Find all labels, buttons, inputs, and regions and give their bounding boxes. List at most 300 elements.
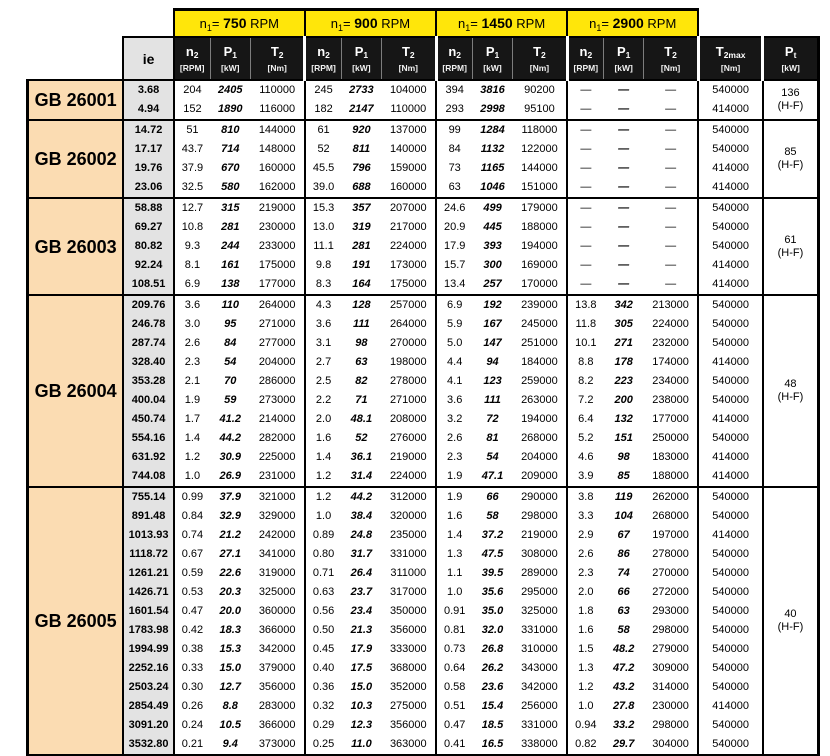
table-row <box>28 507 819 526</box>
ie-value: 19.76 <box>123 159 173 178</box>
cell-t2: 213000 <box>644 295 698 315</box>
table-row <box>28 448 819 467</box>
t2-column-header: T2 [Nm] <box>513 37 567 80</box>
cell-n2: 52 <box>305 140 341 159</box>
table-row <box>28 526 819 545</box>
gearbox-spec-table <box>26 8 820 756</box>
cell-t2: 333000 <box>382 640 436 659</box>
cell-t2: 356000 <box>382 716 436 735</box>
cell-p1: — <box>603 140 643 159</box>
table-row <box>28 467 819 487</box>
cell-t2: — <box>644 198 698 218</box>
cell-t2: 250000 <box>644 429 698 448</box>
cell-t2: 224000 <box>382 467 436 487</box>
cell-t2: 160000 <box>382 178 436 198</box>
cell-n2: 1.0 <box>305 507 341 526</box>
cell-n2: 0.67 <box>174 545 210 564</box>
cell-p1: 21.2 <box>210 526 250 545</box>
cell-n2: 0.38 <box>174 640 210 659</box>
cell-p1: 36.1 <box>341 448 381 467</box>
cell-t2: 198000 <box>382 353 436 372</box>
cell-n2: 2.0 <box>305 410 341 429</box>
cell-n2: 51 <box>174 120 210 140</box>
ie-value: 1013.93 <box>123 526 173 545</box>
cell-p1: 32.0 <box>472 621 512 640</box>
cell-t2: 224000 <box>382 237 436 256</box>
table-row <box>28 640 819 659</box>
cell-t2: 270000 <box>382 334 436 353</box>
table-row <box>28 315 819 334</box>
cell-p1: 499 <box>472 198 512 218</box>
cell-t2: 170000 <box>513 275 567 295</box>
cell-n2: 0.71 <box>305 564 341 583</box>
cell-n2: 1.3 <box>436 545 472 564</box>
cell-p1: 23.6 <box>472 678 512 697</box>
cell-p1: 9.4 <box>210 735 250 756</box>
cell-p1: 37.2 <box>472 526 512 545</box>
table-row <box>28 295 819 315</box>
cell-n2: 2.3 <box>567 564 603 583</box>
n2-column-header: n2 [RPM] <box>436 37 472 80</box>
cell-n2: 6.9 <box>436 295 472 315</box>
cell-p1: — <box>603 237 643 256</box>
cell-p1: 48.1 <box>341 410 381 429</box>
cell-p1: 44.2 <box>210 429 250 448</box>
cell-p1: 66 <box>472 487 512 507</box>
cell-n2: 84 <box>436 140 472 159</box>
cell-p1: 63 <box>341 353 381 372</box>
cell-t2: 224000 <box>644 315 698 334</box>
cell-p1: 41.2 <box>210 410 250 429</box>
cell-p1: 31.4 <box>341 467 381 487</box>
cell-t2: 238000 <box>644 391 698 410</box>
corner-cell <box>28 37 124 80</box>
pt-value: 85 (H-F) <box>763 120 819 198</box>
cell-t2max: 540000 <box>698 659 763 678</box>
cell-p1: 147 <box>472 334 512 353</box>
cell-n2: 0.30 <box>174 678 210 697</box>
cell-t2: 293000 <box>644 602 698 621</box>
cell-n2: 0.63 <box>305 583 341 602</box>
cell-p1: 123 <box>472 372 512 391</box>
cell-n2: — <box>567 256 603 275</box>
cell-t2: 194000 <box>513 237 567 256</box>
table-row <box>28 80 819 100</box>
table-row <box>28 487 819 507</box>
cell-n2: 43.7 <box>174 140 210 159</box>
cell-p1: 178 <box>603 353 643 372</box>
cell-p1: — <box>603 159 643 178</box>
cell-t2: 320000 <box>382 507 436 526</box>
cell-t2: 144000 <box>250 120 304 140</box>
cell-n2: 0.84 <box>174 507 210 526</box>
cell-t2: 137000 <box>382 120 436 140</box>
cell-p1: 35.6 <box>472 583 512 602</box>
cell-p1: 2147 <box>341 100 381 120</box>
corner-cell <box>28 10 174 38</box>
cell-p1: 670 <box>210 159 250 178</box>
cell-t2: 214000 <box>250 410 304 429</box>
cell-n2: 0.32 <box>305 697 341 716</box>
cell-t2max: 540000 <box>698 735 763 756</box>
cell-p1: 21.3 <box>341 621 381 640</box>
cell-n2: 1.2 <box>305 467 341 487</box>
cell-t2max: 540000 <box>698 80 763 100</box>
cell-p1: 688 <box>341 178 381 198</box>
cell-p1: 8.8 <box>210 697 250 716</box>
cell-p1: 31.7 <box>341 545 381 564</box>
cell-n2: 4.4 <box>436 353 472 372</box>
cell-n2: 0.33 <box>174 659 210 678</box>
cell-t2max: 540000 <box>698 507 763 526</box>
model-label: GB 26004 <box>28 295 124 487</box>
column-header-row <box>28 37 819 80</box>
ie-value: 69.27 <box>123 218 173 237</box>
n1-subscript: 1 <box>465 22 471 33</box>
cell-t2max: 414000 <box>698 178 763 198</box>
cell-t2: 360000 <box>250 602 304 621</box>
cell-p1: 580 <box>210 178 250 198</box>
cell-n2: 13.4 <box>436 275 472 295</box>
cell-t2max: 414000 <box>698 256 763 275</box>
cell-p1: 11.0 <box>341 735 381 756</box>
cell-p1: 920 <box>341 120 381 140</box>
cell-n2: 4.6 <box>567 448 603 467</box>
cell-t2: 140000 <box>382 140 436 159</box>
cell-p1: 319 <box>341 218 381 237</box>
cell-p1: 43.2 <box>603 678 643 697</box>
cell-n2: 13.8 <box>567 295 603 315</box>
cell-p1: 26.8 <box>472 640 512 659</box>
cell-n2: — <box>567 140 603 159</box>
cell-n2: 1.6 <box>305 429 341 448</box>
cell-t2: 356000 <box>382 621 436 640</box>
cell-t2: 290000 <box>513 487 567 507</box>
cell-p1: 315 <box>210 198 250 218</box>
cell-p1: 95 <box>210 315 250 334</box>
n1-symbol: n <box>199 15 207 31</box>
cell-t2: 342000 <box>250 640 304 659</box>
table-row <box>28 237 819 256</box>
cell-n2: 0.51 <box>436 697 472 716</box>
cell-t2: 283000 <box>250 697 304 716</box>
cell-p1: 17.9 <box>341 640 381 659</box>
cell-p1: 82 <box>341 372 381 391</box>
rpm-value: 1450 <box>481 14 513 31</box>
cell-t2: 311000 <box>382 564 436 583</box>
ie-value: 1261.21 <box>123 564 173 583</box>
table-row <box>28 100 819 120</box>
cell-t2: — <box>644 256 698 275</box>
cell-p1: — <box>603 218 643 237</box>
cell-t2: 148000 <box>250 140 304 159</box>
cell-t2: 173000 <box>382 256 436 275</box>
ie-value: 3532.80 <box>123 735 173 756</box>
pt-value: 40 (H-F) <box>763 487 819 756</box>
cell-n2: 182 <box>305 100 341 120</box>
ie-value: 80.82 <box>123 237 173 256</box>
cell-p1: 15.0 <box>210 659 250 678</box>
cell-n2: 1.9 <box>174 391 210 410</box>
cell-t2: 184000 <box>513 353 567 372</box>
cell-t2: — <box>644 140 698 159</box>
cell-n2: 32.5 <box>174 178 210 198</box>
cell-t2: 234000 <box>644 372 698 391</box>
cell-p1: 16.5 <box>472 735 512 756</box>
model-label: GB 26005 <box>28 487 124 756</box>
cell-p1: 12.7 <box>210 678 250 697</box>
cell-n2: 152 <box>174 100 210 120</box>
cell-t2: 256000 <box>513 697 567 716</box>
cell-p1: 23.4 <box>341 602 381 621</box>
cell-n2: 3.0 <box>174 315 210 334</box>
model-label: GB 26002 <box>28 120 124 198</box>
cell-t2: 230000 <box>644 697 698 716</box>
ie-value: 287.74 <box>123 334 173 353</box>
cell-n2: 0.91 <box>436 602 472 621</box>
cell-n2: 2.3 <box>174 353 210 372</box>
ie-value: 450.74 <box>123 410 173 429</box>
cell-t2: 331000 <box>382 545 436 564</box>
cell-p1: 200 <box>603 391 643 410</box>
cell-p1: 94 <box>472 353 512 372</box>
cell-n2: 5.0 <box>436 334 472 353</box>
cell-t2: 325000 <box>250 583 304 602</box>
cell-n2: 3.1 <box>305 334 341 353</box>
cell-n2: — <box>567 120 603 140</box>
cell-t2: 268000 <box>644 507 698 526</box>
table-row <box>28 140 819 159</box>
ie-value: 1994.99 <box>123 640 173 659</box>
cell-t2: 356000 <box>250 678 304 697</box>
cell-t2: 275000 <box>382 697 436 716</box>
ie-value: 4.94 <box>123 100 173 120</box>
cell-p1: 71 <box>341 391 381 410</box>
cell-t2max: 540000 <box>698 334 763 353</box>
cell-p1: 52 <box>341 429 381 448</box>
cell-n2: — <box>567 218 603 237</box>
cell-p1: 164 <box>341 275 381 295</box>
cell-p1: 1284 <box>472 120 512 140</box>
cell-p1: 26.9 <box>210 467 250 487</box>
cell-t2: 368000 <box>382 659 436 678</box>
ie-value: 246.78 <box>123 315 173 334</box>
cell-t2max: 414000 <box>698 410 763 429</box>
cell-n2: 0.26 <box>174 697 210 716</box>
cell-n2: 1.1 <box>436 564 472 583</box>
table-row <box>28 334 819 353</box>
table-row <box>28 583 819 602</box>
cell-t2: 278000 <box>382 372 436 391</box>
cell-n2: 2.3 <box>436 448 472 467</box>
table-row <box>28 372 819 391</box>
n1-subscript: 1 <box>596 22 602 33</box>
cell-n2: 0.82 <box>567 735 603 756</box>
corner-cell <box>698 10 763 38</box>
cell-p1: 18.5 <box>472 716 512 735</box>
rpm-value: 2900 <box>612 14 644 31</box>
cell-p1: 111 <box>341 315 381 334</box>
cell-n2: 39.0 <box>305 178 341 198</box>
cell-n2: 0.64 <box>436 659 472 678</box>
cell-p1: 445 <box>472 218 512 237</box>
cell-n2: 20.9 <box>436 218 472 237</box>
cell-p1: 1046 <box>472 178 512 198</box>
rpm-group-header-900: $n_1= 900$ RPM <box>305 10 436 38</box>
cell-n2: 394 <box>436 80 472 100</box>
cell-n2: 0.47 <box>436 716 472 735</box>
table-row <box>28 602 819 621</box>
rpm-value: 900 <box>354 14 378 31</box>
cell-p1: 54 <box>472 448 512 467</box>
cell-p1: 29.7 <box>603 735 643 756</box>
cell-p1: 3816 <box>472 80 512 100</box>
cell-t2: 270000 <box>644 564 698 583</box>
cell-t2: 263000 <box>513 391 567 410</box>
cell-p1: 38.4 <box>341 507 381 526</box>
table-row <box>28 659 819 678</box>
cell-t2: 257000 <box>382 295 436 315</box>
cell-t2: 321000 <box>250 487 304 507</box>
cell-n2: 1.9 <box>436 467 472 487</box>
cell-t2: 373000 <box>250 735 304 756</box>
cell-t2: 342000 <box>513 678 567 697</box>
cell-t2: 309000 <box>644 659 698 678</box>
cell-p1: 32.9 <box>210 507 250 526</box>
cell-t2: 230000 <box>250 218 304 237</box>
cell-n2: 10.8 <box>174 218 210 237</box>
cell-t2: — <box>644 159 698 178</box>
corner-cell <box>763 10 819 38</box>
ie-value: 23.06 <box>123 178 173 198</box>
table-row <box>28 678 819 697</box>
cell-t2: 278000 <box>644 545 698 564</box>
cell-n2: 204 <box>174 80 210 100</box>
cell-t2: 95100 <box>513 100 567 120</box>
p1-column-header: P1 [kW] <box>603 37 643 80</box>
cell-n2: 0.29 <box>305 716 341 735</box>
cell-t2max: 414000 <box>698 526 763 545</box>
cell-t2: 314000 <box>644 678 698 697</box>
cell-t2max: 540000 <box>698 372 763 391</box>
cell-p1: 66 <box>603 583 643 602</box>
cell-t2max: 414000 <box>698 159 763 178</box>
cell-n2: 3.2 <box>436 410 472 429</box>
cell-p1: 796 <box>341 159 381 178</box>
cell-p1: 84 <box>210 334 250 353</box>
cell-t2: 366000 <box>250 621 304 640</box>
cell-t2: 268000 <box>513 429 567 448</box>
cell-n2: 0.81 <box>436 621 472 640</box>
cell-p1: 58 <box>472 507 512 526</box>
cell-n2: — <box>567 100 603 120</box>
cell-n2: 1.6 <box>567 621 603 640</box>
ie-value: 2854.49 <box>123 697 173 716</box>
cell-n2: 2.6 <box>174 334 210 353</box>
rpm-group-header-2900: $n_1= 2900$ RPM <box>567 10 698 38</box>
cell-n2: 0.47 <box>174 602 210 621</box>
ie-value: 17.17 <box>123 140 173 159</box>
n2-column-header: n2 [RPM] <box>174 37 210 80</box>
cell-p1: 128 <box>341 295 381 315</box>
cell-p1: 111 <box>472 391 512 410</box>
cell-n2: 2.6 <box>436 429 472 448</box>
cell-p1: 2405 <box>210 80 250 100</box>
cell-t2max: 540000 <box>698 315 763 334</box>
cell-p1: 26.2 <box>472 659 512 678</box>
cell-n2: 293 <box>436 100 472 120</box>
ie-value: 108.51 <box>123 275 173 295</box>
cell-n2: 12.7 <box>174 198 210 218</box>
cell-t2: 298000 <box>644 621 698 640</box>
cell-t2: 118000 <box>513 120 567 140</box>
cell-t2max: 540000 <box>698 640 763 659</box>
cell-n2: 99 <box>436 120 472 140</box>
cell-t2: 286000 <box>250 372 304 391</box>
cell-n2: 1.8 <box>567 602 603 621</box>
cell-p1: 15.4 <box>472 697 512 716</box>
cell-t2: 232000 <box>644 334 698 353</box>
p1-column-header: P1 [kW] <box>210 37 250 80</box>
cell-p1: 393 <box>472 237 512 256</box>
cell-t2max: 540000 <box>698 429 763 448</box>
ie-value: 353.28 <box>123 372 173 391</box>
cell-n2: 4.3 <box>305 295 341 315</box>
cell-p1: — <box>603 256 643 275</box>
cell-n2: 2.1 <box>174 372 210 391</box>
ie-value: 1426.71 <box>123 583 173 602</box>
cell-n2: — <box>567 80 603 100</box>
cell-t2: 363000 <box>382 735 436 756</box>
table-row <box>28 218 819 237</box>
t2-column-header: T2 [Nm] <box>250 37 304 80</box>
cell-p1: 47.5 <box>472 545 512 564</box>
table-row <box>28 735 819 756</box>
cell-n2: 4.1 <box>436 372 472 391</box>
cell-n2: 0.53 <box>174 583 210 602</box>
ie-value: 2503.24 <box>123 678 173 697</box>
cell-t2: 331000 <box>513 621 567 640</box>
ie-value: 891.48 <box>123 507 173 526</box>
cell-t2: 272000 <box>644 583 698 602</box>
table-row <box>28 545 819 564</box>
pt-value: 136 (H-F) <box>763 80 819 120</box>
cell-t2: 251000 <box>513 334 567 353</box>
cell-n2: 0.99 <box>174 487 210 507</box>
cell-p1: — <box>603 120 643 140</box>
cell-p1: 54 <box>210 353 250 372</box>
table-row <box>28 198 819 218</box>
cell-n2: 0.50 <box>305 621 341 640</box>
cell-p1: — <box>603 275 643 295</box>
cell-t2max: 414000 <box>698 100 763 120</box>
cell-p1: 15.3 <box>210 640 250 659</box>
cell-n2: 6.9 <box>174 275 210 295</box>
cell-p1: 20.0 <box>210 602 250 621</box>
cell-n2: 0.80 <box>305 545 341 564</box>
cell-t2: 235000 <box>382 526 436 545</box>
ie-value: 3.68 <box>123 80 173 100</box>
cell-t2: — <box>644 80 698 100</box>
n2-column-header: n2 [RPM] <box>305 37 341 80</box>
cell-t2: 317000 <box>382 583 436 602</box>
cell-n2: 15.3 <box>305 198 341 218</box>
pt-column-header: Pt [kW] <box>763 37 819 80</box>
cell-t2: 169000 <box>513 256 567 275</box>
cell-t2: 366000 <box>250 716 304 735</box>
cell-p1: 81 <box>472 429 512 448</box>
cell-n2: 1.2 <box>305 487 341 507</box>
